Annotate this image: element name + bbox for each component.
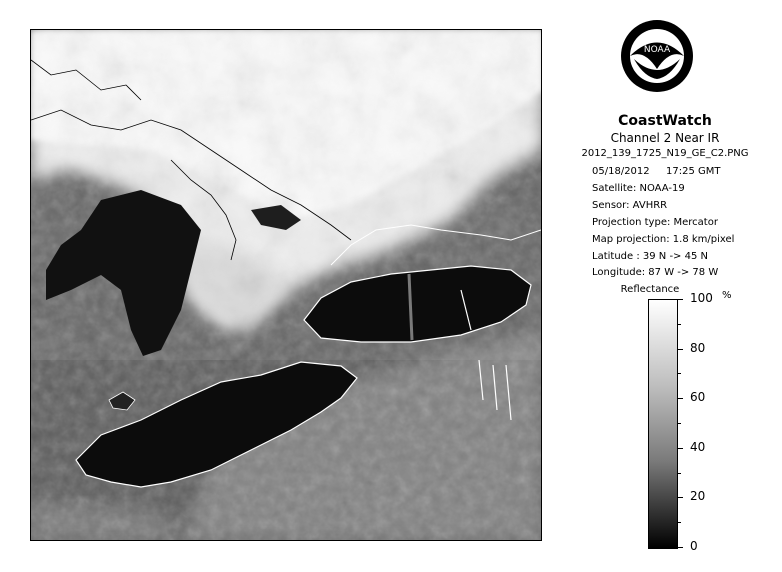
scale-minor-tick bbox=[678, 324, 681, 325]
noaa-logo bbox=[620, 19, 694, 93]
scale-tick-mark bbox=[678, 448, 683, 449]
satellite-line: Satellite: NOAA-19 bbox=[592, 183, 685, 194]
longitude-line: Longitude: 87 W -> 78 W bbox=[592, 267, 719, 278]
scale-unit: % bbox=[722, 290, 732, 301]
scale-minor-tick bbox=[678, 423, 681, 424]
scale-tick-label: 60 bbox=[690, 390, 706, 405]
satellite-image-graphic bbox=[31, 30, 542, 541]
scale-tick-mark bbox=[678, 299, 683, 300]
scale-minor-tick bbox=[678, 473, 681, 474]
image-filename: 2012_139_1725_N19_GE_C2.PNG bbox=[581, 148, 749, 159]
map-projection-line: Map projection: 1.8 km/pixel bbox=[592, 234, 735, 245]
product-title: CoastWatch bbox=[618, 113, 712, 129]
reflectance-colorbar bbox=[648, 299, 678, 549]
scale-tick-label: 20 bbox=[690, 489, 706, 504]
channel-subtitle: Channel 2 Near IR bbox=[610, 131, 720, 145]
projection-type-line: Projection type: Mercator bbox=[592, 217, 718, 228]
scale-tick-mark bbox=[678, 349, 683, 350]
latitude-line: Latitude : 39 N -> 45 N bbox=[592, 251, 708, 262]
sensor-line: Sensor: AVHRR bbox=[592, 200, 668, 211]
scale-tick-mark bbox=[678, 398, 683, 399]
image-date: 05/18/2012 bbox=[592, 166, 650, 177]
date-time-line bbox=[592, 166, 721, 177]
logo-text: NOAA bbox=[643, 45, 671, 55]
scale-tick-mark bbox=[678, 497, 683, 498]
scale-minor-tick bbox=[678, 373, 681, 374]
scale-tick-label: 80 bbox=[690, 340, 706, 355]
scale-tick-label: 40 bbox=[690, 439, 706, 454]
scale-tick-label: 0 bbox=[690, 539, 698, 553]
satellite-image bbox=[30, 29, 542, 541]
scale-minor-tick bbox=[678, 522, 681, 523]
scale-tick-label: 100 bbox=[690, 291, 713, 305]
image-time: 17:25 GMT bbox=[666, 166, 721, 177]
scale-tick-mark bbox=[678, 547, 683, 548]
scale-label: Reflectance bbox=[620, 284, 680, 295]
